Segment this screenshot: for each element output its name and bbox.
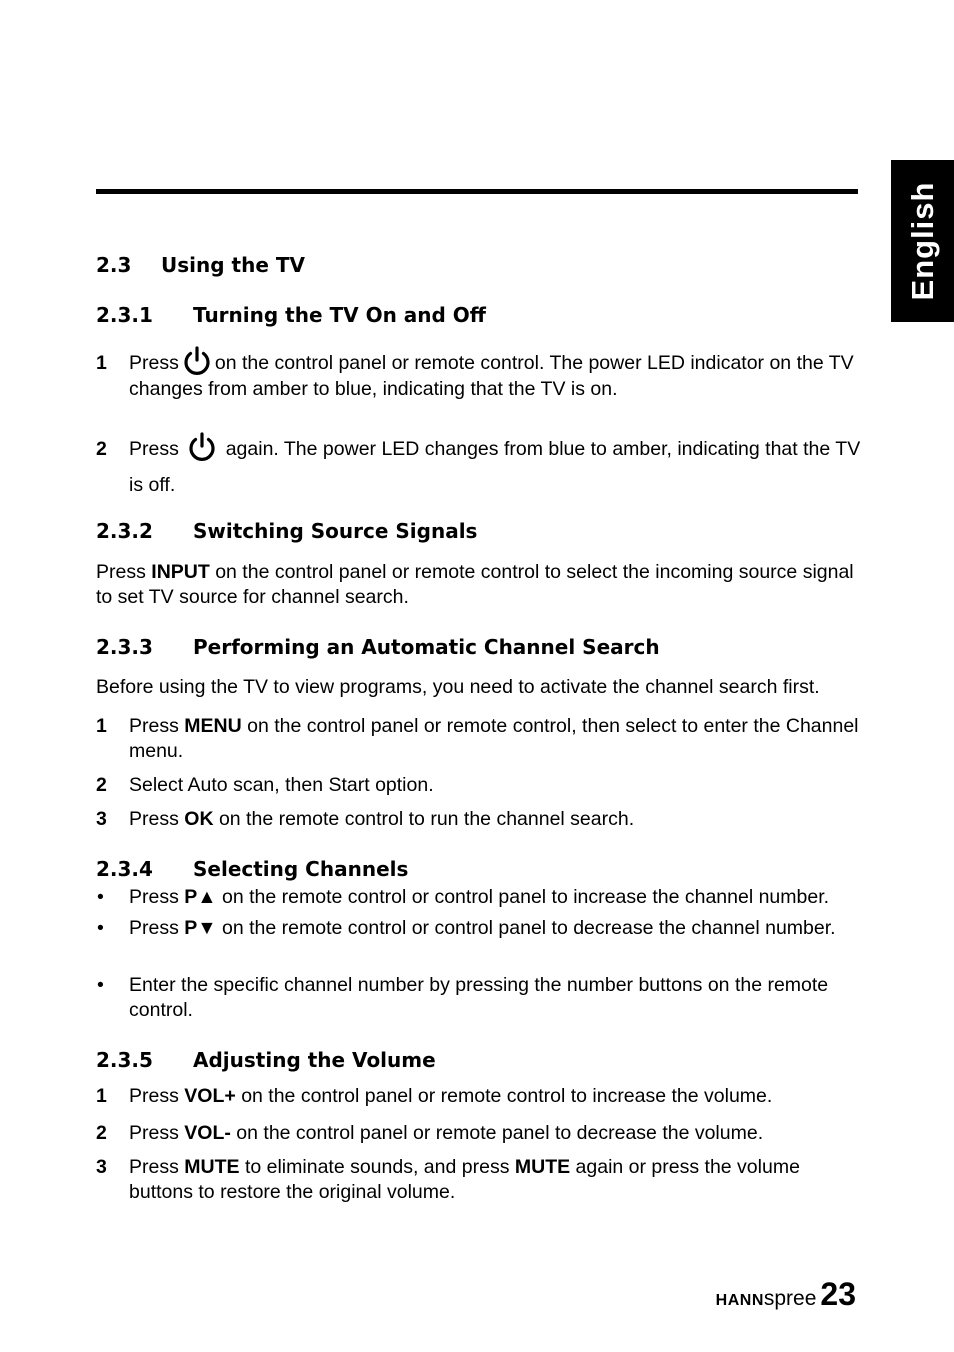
subsection-title: Performing an Automatic Channel Search bbox=[193, 635, 660, 659]
bullet-text: Press P▼ on the remote control or control panel to decrease the channel number. bbox=[129, 917, 836, 939]
list-item bbox=[96, 973, 866, 1023]
subsection-title: Adjusting the Volume bbox=[193, 1048, 436, 1072]
step-number: 3 bbox=[96, 1156, 107, 1178]
paragraph: Press INPUT on the control panel or remote control to select the incoming source signal to set TV source for channel search. bbox=[96, 561, 854, 608]
subsection-heading-2-3-3 bbox=[96, 635, 660, 659]
list-item bbox=[96, 807, 866, 832]
paragraph: Before using the TV to view programs, you need to activate the channel search first. bbox=[96, 676, 820, 698]
list-item bbox=[96, 916, 866, 941]
subsection-number: 2.3.1 bbox=[96, 303, 153, 327]
list-item bbox=[96, 1084, 866, 1109]
step-text: Press on the control panel or remote control. The power LED indicator on the TV changes from amber to blue, indicating that the TV is on. bbox=[129, 351, 866, 402]
step-text: Press again. The power LED changes from blue to amber, indicating that the TV is off. bbox=[129, 431, 866, 503]
section-heading bbox=[96, 253, 305, 277]
subsection-heading-2-3-2 bbox=[96, 519, 477, 543]
subsection-number: 2.3.3 bbox=[96, 635, 153, 659]
step-text: Press OK on the remote control to run the channel search. bbox=[129, 808, 635, 830]
list-item bbox=[96, 351, 866, 402]
subsection-heading-2-3-5 bbox=[96, 1048, 436, 1072]
key-label: VOL- bbox=[184, 1122, 231, 1144]
list-item bbox=[96, 431, 866, 503]
list-item bbox=[96, 1121, 866, 1146]
step-text: Select Auto scan, then Start option. bbox=[129, 774, 434, 796]
key-label: INPUT bbox=[151, 561, 210, 583]
list-item bbox=[96, 1155, 866, 1205]
step-number: 2 bbox=[96, 774, 107, 796]
step-text: Press VOL- on the control panel or remote panel to decrease the volume. bbox=[129, 1122, 764, 1144]
language-tab bbox=[891, 160, 954, 322]
bullet: • bbox=[97, 886, 104, 908]
subsection-number: 2.3.5 bbox=[96, 1048, 153, 1072]
step-text: Press VOL+ on the control panel or remote control to increase the volume. bbox=[129, 1085, 773, 1107]
step-text: Press MENU on the control panel or remote control, then select to enter the Channel menu. bbox=[129, 715, 859, 762]
page-number: 23 bbox=[820, 1276, 856, 1312]
subsection-title: Switching Source Signals bbox=[193, 519, 478, 543]
step-number: 1 bbox=[96, 352, 107, 374]
step-number: 2 bbox=[96, 1122, 107, 1144]
bullet-text: Press P▲ on the remote control or control panel to increase the channel number. bbox=[129, 886, 830, 908]
language-tab-label: English bbox=[904, 181, 940, 301]
page-footer bbox=[716, 1276, 856, 1313]
section-number: 2.3 bbox=[96, 253, 132, 277]
key-label: P▼ bbox=[184, 917, 217, 939]
power-icon bbox=[186, 431, 218, 463]
list-item bbox=[96, 773, 866, 798]
step-number: 1 bbox=[96, 715, 107, 737]
bullet: • bbox=[97, 917, 104, 939]
step-text: Press MUTE to eliminate sounds, and press MUTE again or press the volume buttons to restore the original volume. bbox=[129, 1156, 800, 1203]
key-label: MUTE bbox=[184, 1156, 240, 1178]
key-label: VOL+ bbox=[184, 1085, 236, 1107]
key-label: OK bbox=[184, 808, 214, 830]
subsection-heading-2-3-1 bbox=[96, 303, 486, 327]
brand-logo-bold: HANN bbox=[715, 1292, 764, 1309]
key-label: MUTE bbox=[514, 1156, 571, 1178]
subsection-title: Turning the TV On and Off bbox=[193, 303, 486, 327]
section-title: Using the TV bbox=[161, 253, 305, 277]
list-item bbox=[96, 885, 866, 910]
key-label: MENU bbox=[184, 715, 242, 737]
step-number: 1 bbox=[96, 1085, 107, 1107]
subsection-heading-2-3-4 bbox=[96, 857, 408, 881]
step-number: 3 bbox=[96, 808, 107, 830]
subsection-number: 2.3.4 bbox=[96, 857, 153, 881]
key-label: P▲ bbox=[184, 886, 217, 908]
header-rule bbox=[96, 189, 858, 194]
subsection-title: Selecting Channels bbox=[193, 857, 409, 881]
power-icon bbox=[181, 345, 213, 377]
bullet: • bbox=[97, 974, 104, 996]
bullet-text: Enter the specific channel number by pressing the number buttons on the remote control. bbox=[129, 974, 829, 1021]
list-item bbox=[96, 714, 866, 764]
subsection-number: 2.3.2 bbox=[96, 519, 153, 543]
brand-logo-light: spree bbox=[763, 1287, 817, 1310]
step-number: 2 bbox=[96, 438, 107, 460]
